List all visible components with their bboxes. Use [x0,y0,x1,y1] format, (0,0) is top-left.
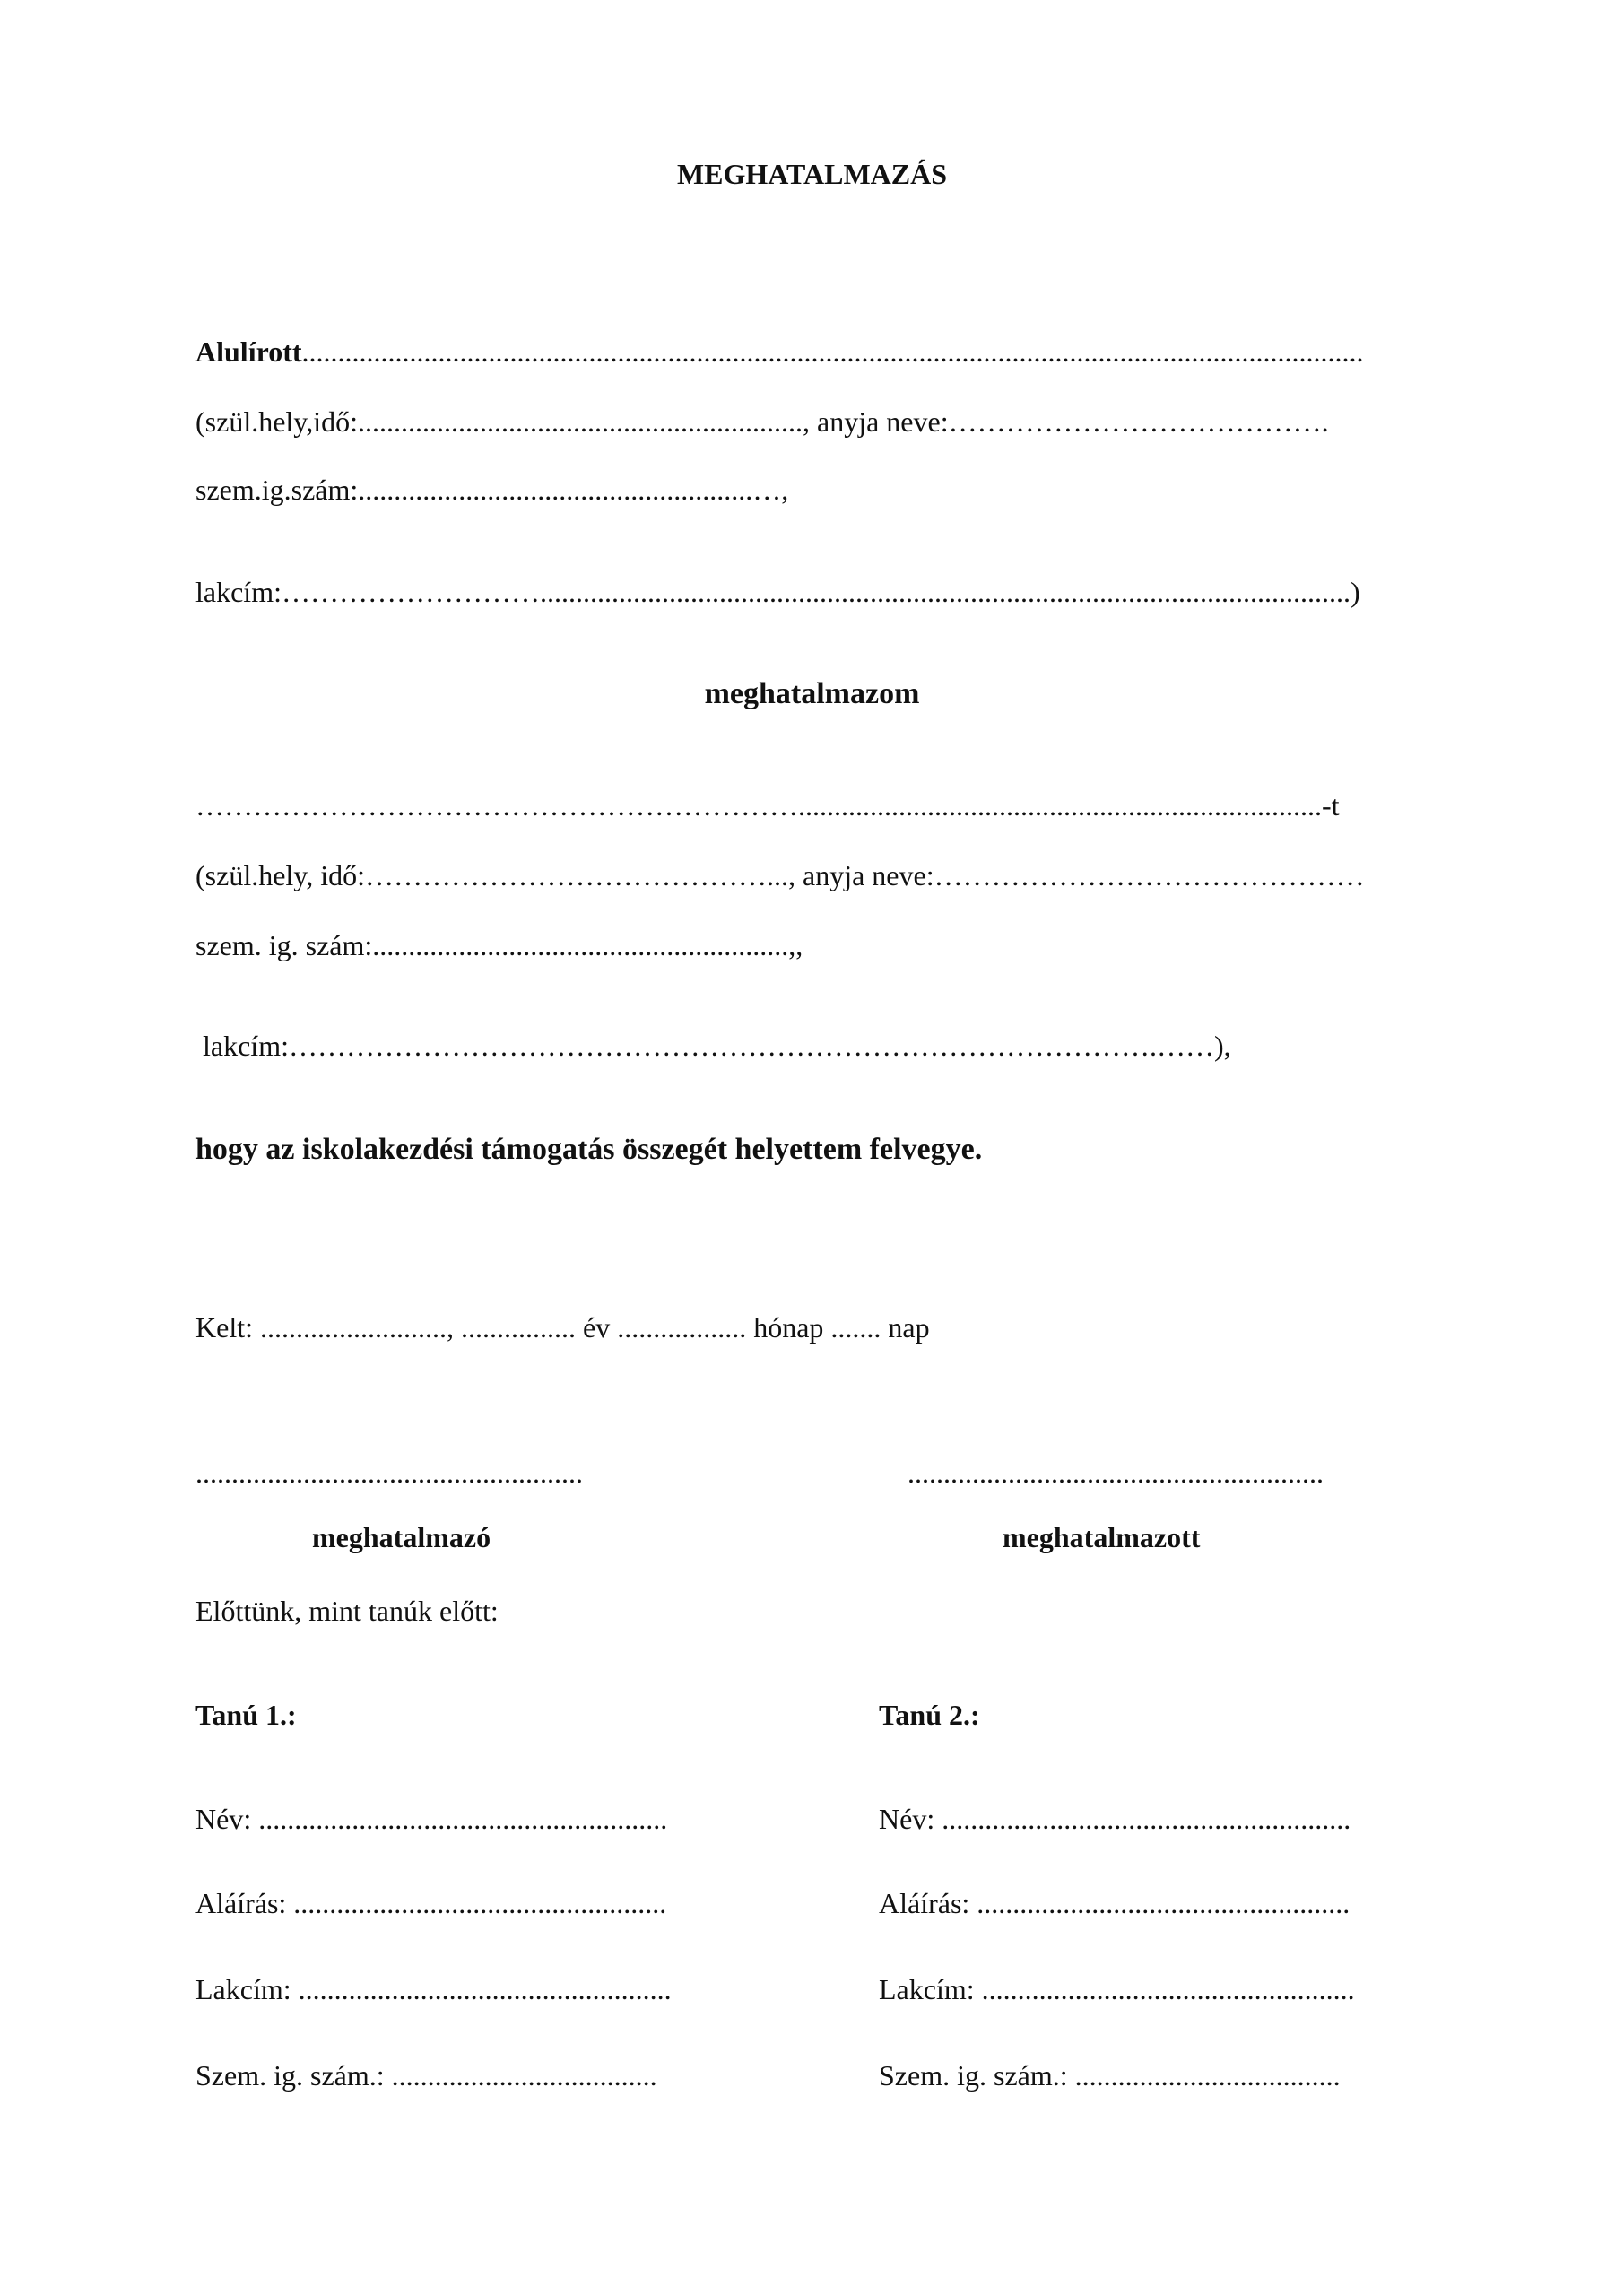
grantee-id-line: szem. ig. szám:..........................................................,, [195,929,803,961]
witness-1-address-field: Lakcím: .................................................... [195,1973,672,2005]
grantor-name-field: .................................................................................................................................................... [301,335,1364,368]
grantee-signature-label: meghatalmazott [1003,1521,1201,1553]
grantor-signature-line: ...................................................... [195,1457,583,1489]
grantor-address-line: lakcím:……………………….................................................................................................................) [195,576,1360,608]
grantor-id-line: szem.ig.szám:.......................................................…, [195,474,789,506]
date-line: Kelt: .........................., ................ év .................. hónap ....... nap [195,1311,930,1344]
grantee-address-line: lakcím:……………………………………………………………………………….……), [195,1030,1231,1062]
witness-2-id-field: Szem. ig. szám.: ..................................... [879,2059,1341,2092]
grantee-birth-line: (szül.hely, idő:……………………………………..., anyja neve:……………………………………… [195,859,1365,891]
witness-2-heading: Tanú 2.: [879,1699,980,1731]
witness-1-name-field: Név: ......................................................... [195,1803,668,1835]
witness-1-id-field: Szem. ig. szám.: ..................................... [195,2059,657,2092]
grantee-name-line: ……………………………………………………….........................................................................-t [195,789,1340,822]
grantor-label: Alulírott [195,335,302,368]
witness-2-address-field: Lakcím: .................................................... [879,1973,1355,2005]
grantee-signature-line: .......................................................... [908,1457,1324,1489]
grantor-birth-line: (szül.hely,idő:.............................................................., anyja neve:…………………………………. [195,405,1329,438]
document-title: MEGHATALMAZÁS [676,158,948,190]
grantor-signature-label: meghatalmazó [312,1521,491,1553]
witness-1-signature-field: Aláírás: .................................................... [195,1887,667,1919]
witness-intro: Előttünk, mint tanúk előtt: [195,1595,499,1627]
grantor-name-line [195,334,1364,370]
authorize-heading: meghatalmazom [704,677,920,710]
purpose-statement: hogy az iskolakezdési támogatás összegét helyettem felvegye. [195,1133,983,1166]
witness-2-name-field: Név: ......................................................... [879,1803,1351,1835]
witness-2-signature-field: Aláírás: .................................................... [879,1887,1350,1919]
witness-1-heading: Tanú 1.: [195,1699,297,1731]
